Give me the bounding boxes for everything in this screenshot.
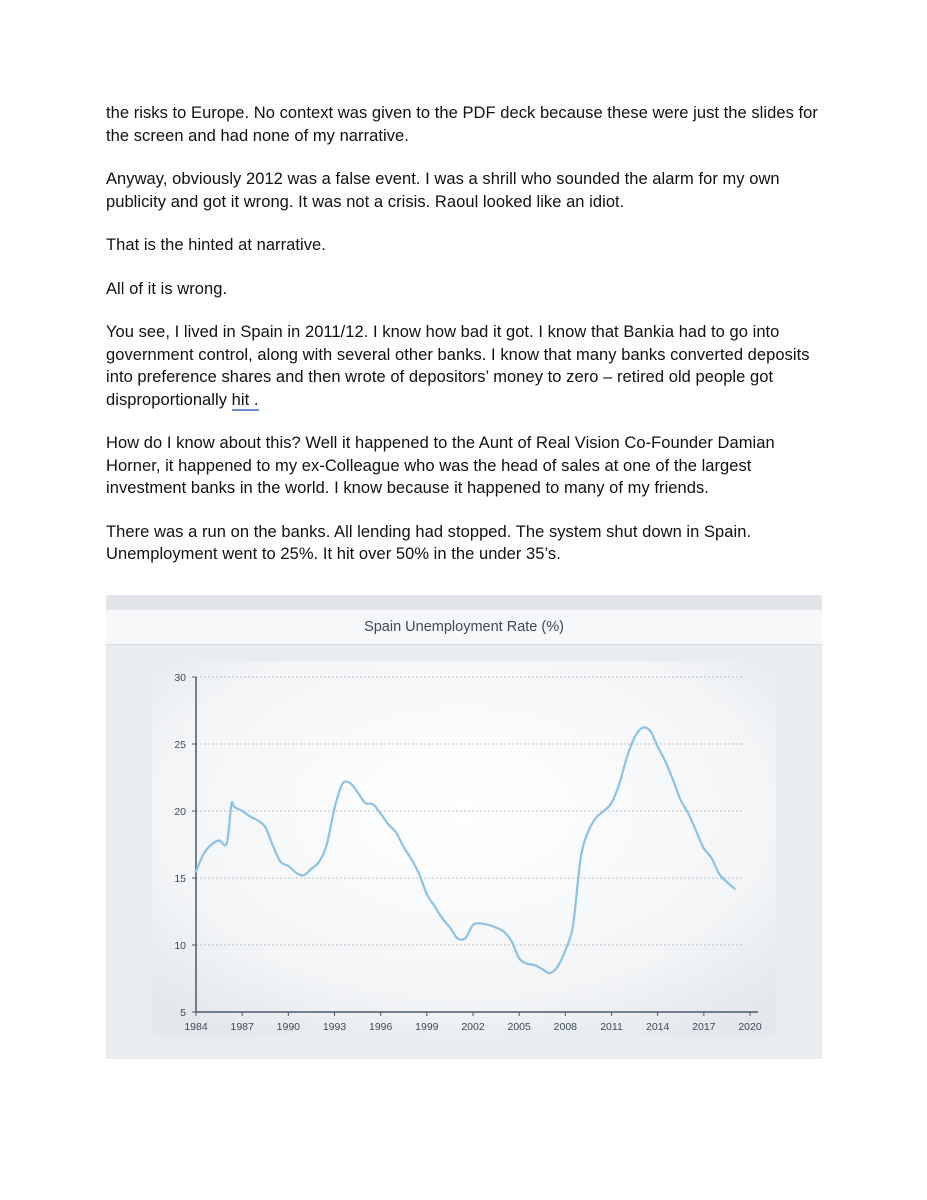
document-body — [106, 102, 830, 587]
y-tick-label-30: 30 — [174, 672, 186, 684]
x-tick-label-2008: 2008 — [553, 1021, 578, 1033]
x-tick-label-1990: 1990 — [276, 1021, 301, 1033]
y-tick-label-25: 25 — [174, 739, 186, 751]
x-tick-label-2017: 2017 — [692, 1021, 716, 1033]
x-tick-label-1993: 1993 — [322, 1021, 347, 1033]
paragraph-5-text: You see, I lived in Spain in 2011/12. I know how bad it got. I know that Bankia had to go into government control, along with several other banks. I know that many banks converted deposits into preference shares and then wrote of depositors’ money to zero – retired old people got disproportionally — [106, 323, 810, 409]
x-tick-label-2002: 2002 — [461, 1021, 485, 1033]
x-tick-label-1996: 1996 — [368, 1021, 393, 1033]
x-tick-label-1987: 1987 — [230, 1021, 254, 1033]
paragraph-2: Anyway, obviously 2012 was a false event. I was a shrill who sounded the alarm for my own publicity and got it wrong. It was not a crisis. Raoul looked like an idiot. — [106, 170, 780, 211]
paragraph-3: That is the hinted at narrative. — [106, 236, 326, 254]
chart-figure — [106, 595, 822, 1059]
paragraph-7: There was a run on the banks. All lending had stopped. The system shut down in Spain. Unemployment went to 25%. It hit over 50% in the under 35’s. — [106, 522, 752, 563]
plot-background — [152, 661, 776, 1036]
y-tick-label-5: 5 — [180, 1007, 186, 1019]
hit-link[interactable]: hit . — [231, 390, 259, 409]
paragraph-1: the risks to Europe. No context was given to the PDF deck because these were just the slides for the screen and had none of my narrative. — [106, 104, 818, 145]
x-tick-label-2011: 2011 — [600, 1021, 623, 1033]
paragraph-6: How do I know about this? Well it happened to the Aunt of Real Vision Co-Founder Damian Horner, it happened to my ex-Colleague who was the head of sales at one of the largest investment banks in the world. I know because it happened to many of my friends. — [106, 434, 775, 497]
y-tick-label-20: 20 — [174, 806, 186, 818]
paragraph-4: All of it is wrong. — [106, 279, 228, 298]
x-tick-label-2014: 2014 — [645, 1021, 670, 1033]
y-tick-label-15: 15 — [174, 873, 186, 885]
line-chart — [106, 595, 822, 1059]
x-tick-label-2020: 2020 — [738, 1021, 762, 1033]
paragraph-5 — [106, 321, 830, 411]
y-tick-label-10: 10 — [174, 940, 186, 952]
x-tick-label-1984: 1984 — [184, 1021, 208, 1033]
x-tick-label-1999: 1999 — [415, 1021, 439, 1033]
chart-title: Spain Unemployment Rate (%) — [364, 619, 564, 635]
x-tick-label-2005: 2005 — [507, 1021, 531, 1033]
